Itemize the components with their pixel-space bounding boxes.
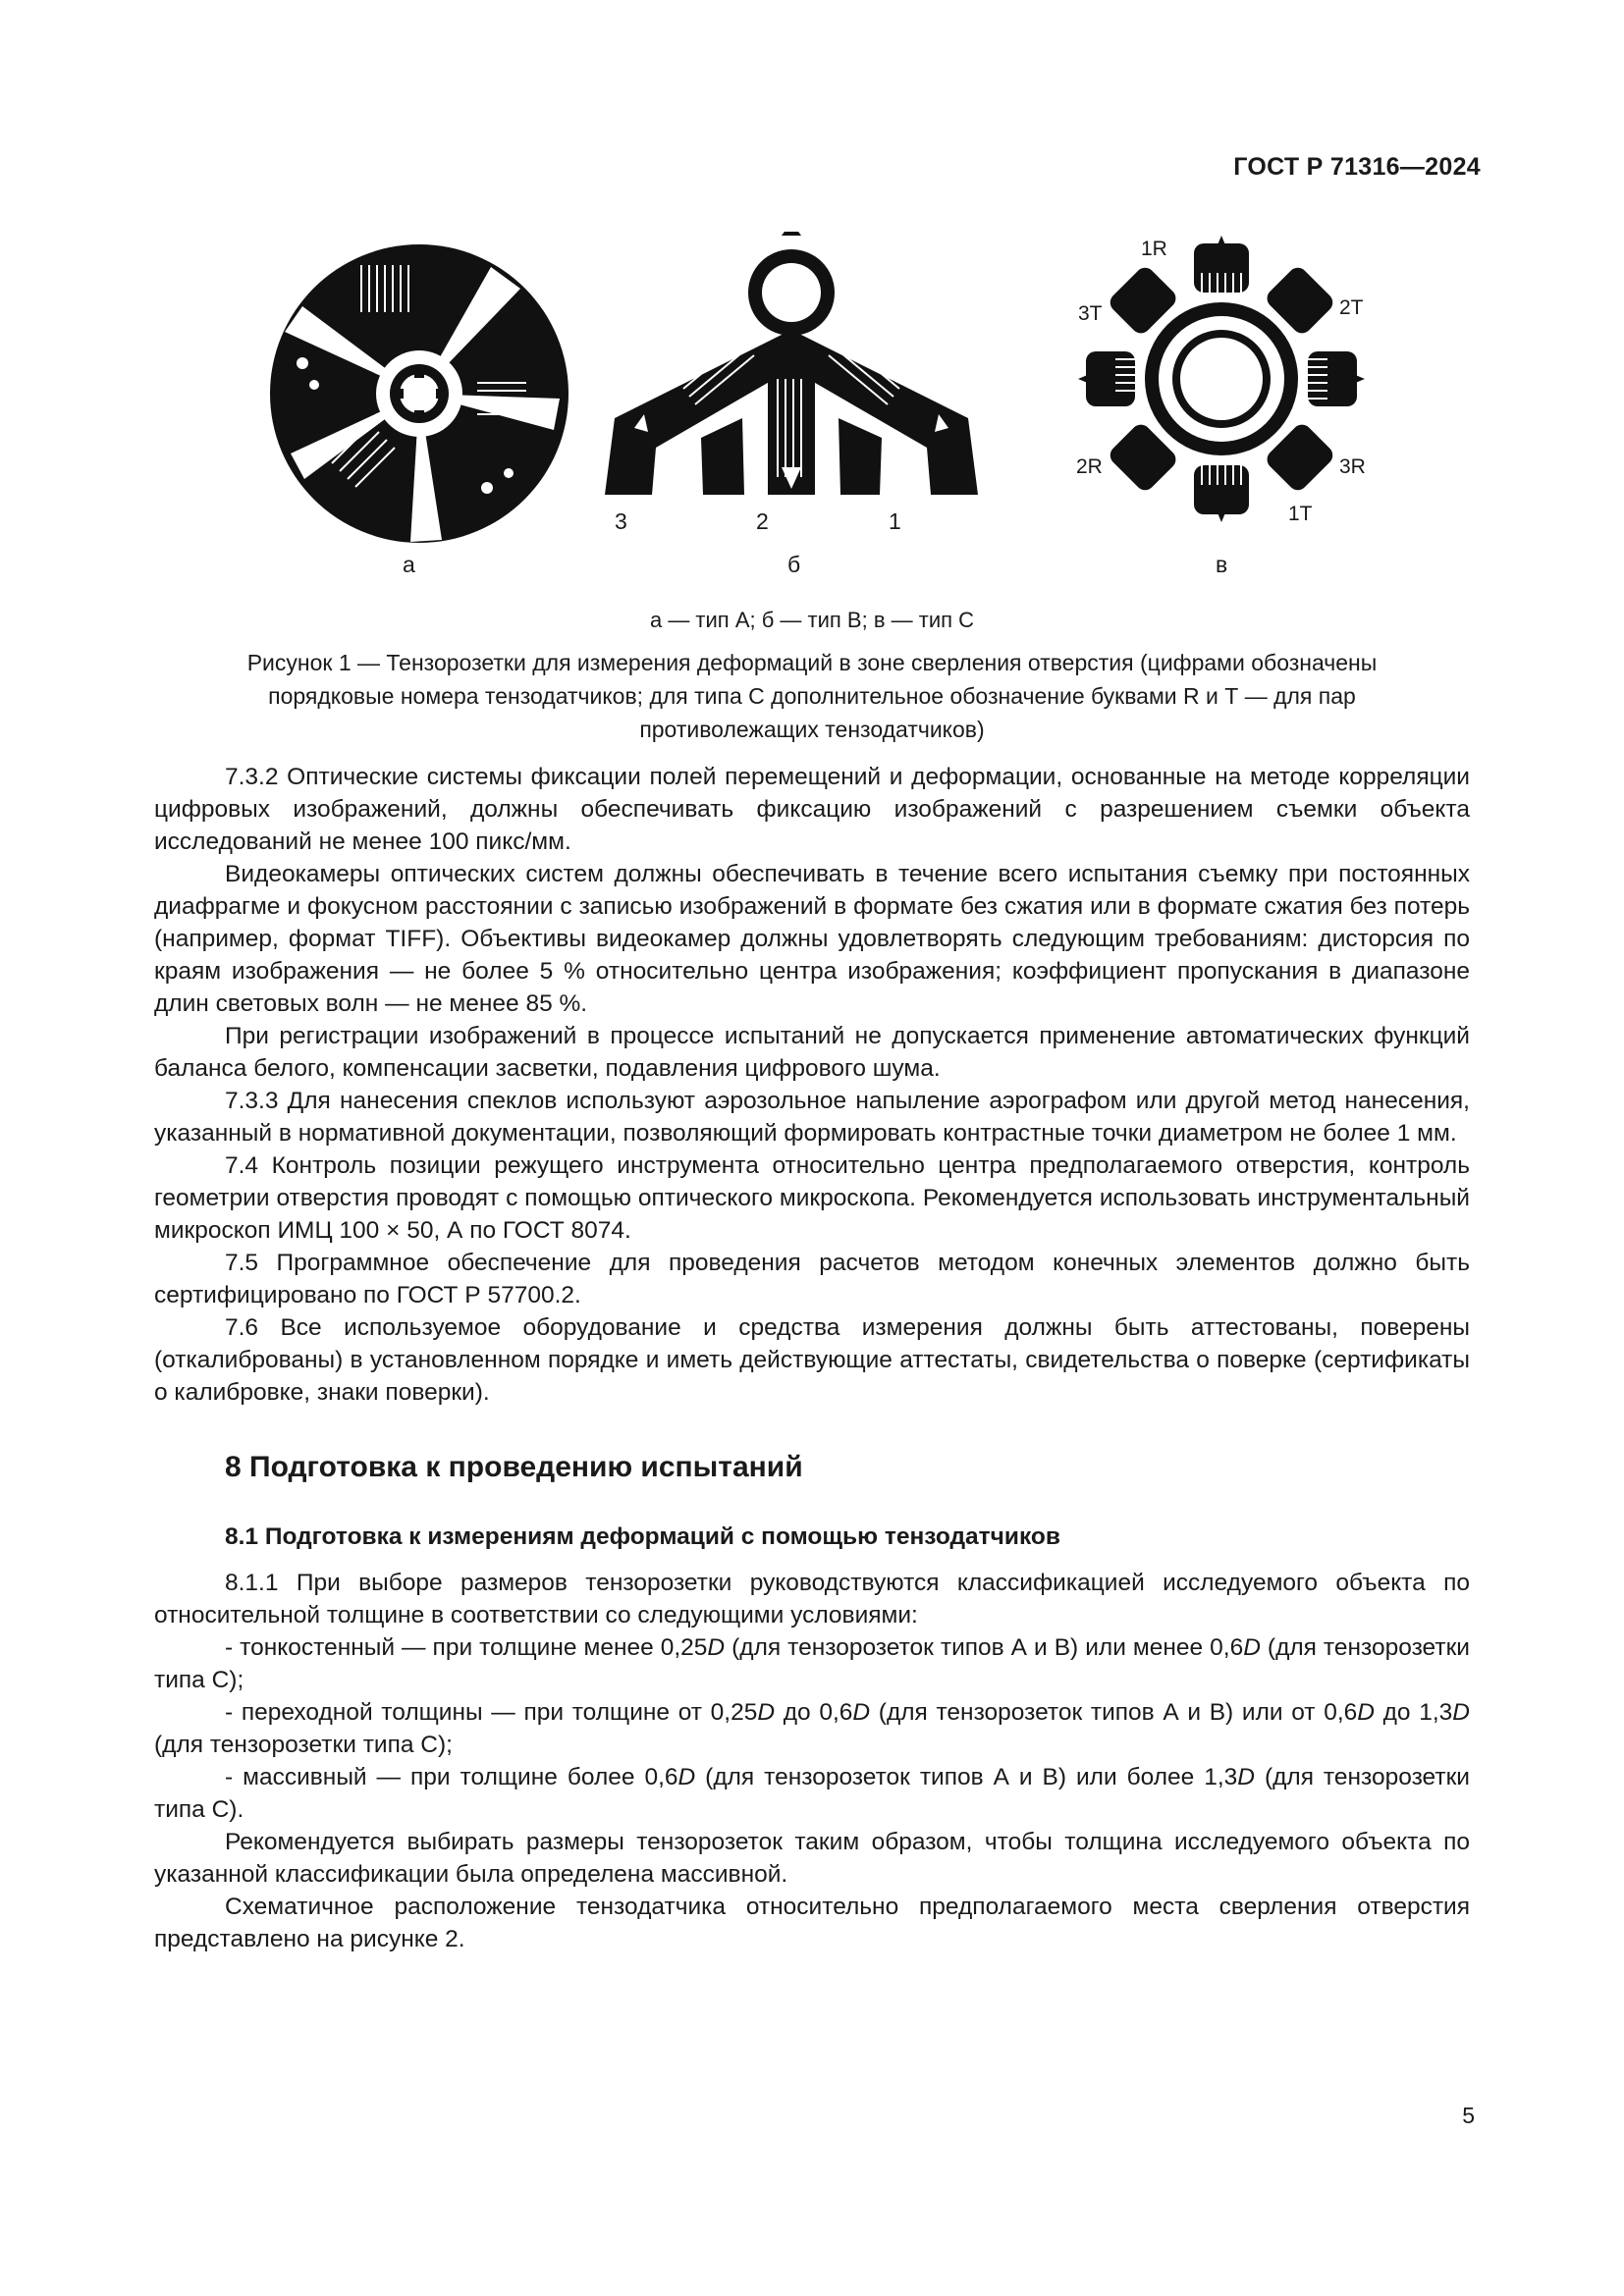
paragraph: При регистрации изображений в процессе испытаний не допускается применение автоматических функций баланса белого, компенсации засветки, подавления цифрового шума. bbox=[154, 1023, 1470, 1082]
paragraph: 7.4 Контроль позиции режущего инструмента относительно центра предполагаемого отверстия, контроль геометрии отверстия проводят с помощью оптического микроскопа. Рекомендуется использовать инструментальный микроскоп ИМЦ 100 × 50, А по ГОСТ 8074. bbox=[154, 1152, 1470, 1244]
gauge-number-2: 2 bbox=[756, 508, 769, 534]
figure-1 bbox=[0, 0, 1624, 687]
gauge-number-3: 3 bbox=[615, 508, 627, 534]
panel-b-letter: б bbox=[787, 552, 801, 577]
paragraph: Рекомендуется выбирать размеры тензорозеток таким образом, чтобы толщина исследуемого объекта по указанной классификации была определена массивной. bbox=[154, 1829, 1470, 1888]
gauge-label-2r: 2R bbox=[1076, 455, 1103, 478]
panel-c-letter: в bbox=[1216, 552, 1228, 577]
paragraph: 7.3.2 Оптические системы фиксации полей перемещений и деформации, основанные на методе корреляции цифровых изображений, должны обеспечивать фиксацию изображений с разрешением съемки объекта исследований не менее 100 пикс/мм. bbox=[154, 764, 1470, 855]
gauge-label-3r: 3R bbox=[1339, 455, 1366, 478]
paragraph: Видеокамеры оптических систем должны обеспечивать в течение всего испытания съемку при постоянных диафрагме и фокусном расстоянии с записью изображений в формате без сжатия или в формате сжатия без потерь (например, формат TIFF). Объективы видеокамер должны удовлетворять следующим требованиям: дисторсия по краям изображения — не более 5 % относительно центра изображения; коэффициент пропускания в диапазоне длин световых волн — не менее 85 %. bbox=[154, 861, 1470, 1017]
rosette-type-b-image bbox=[595, 232, 988, 510]
panel-a-letter: а bbox=[403, 552, 415, 577]
paragraph: 7.3.3 Для нанесения спеклов используют аэрозольное напыление аэрографом или другой метод нанесения, указанный в нормативной документации, позволяющий формировать контрастные точки диаметром не более 1 мм. bbox=[154, 1088, 1470, 1147]
section-heading: 8 Подготовка к проведению испытаний bbox=[225, 1451, 803, 1483]
paragraph: 7.6 Все используемое оборудование и средства измерения должны быть аттестованы, поверены (откалиброваны) в установленном порядке и иметь действующие аттестаты, свидетельства о поверке (сертификаты о калибровке, знаки поверки). bbox=[154, 1314, 1470, 1406]
gauge-label-1r: 1R bbox=[1141, 238, 1167, 260]
paragraph: Схематичное расположение тензодатчика относительно предполагаемого места сверления отверстия представлено на рисунке 2. bbox=[154, 1894, 1470, 1952]
page-number: 5 bbox=[1462, 2103, 1475, 2128]
body-text bbox=[154, 761, 1470, 1955]
document-code: ГОСТ Р 71316—2024 bbox=[1233, 153, 1481, 181]
list-item: - тонкостенный — при толщине менее 0,25D (для тензорозеток типов А и В) или менее 0,6D (для тензорозетки типа С); bbox=[154, 1634, 1470, 1693]
gauge-number-1: 1 bbox=[889, 508, 901, 534]
rosette-type-c-image bbox=[1076, 234, 1367, 524]
subsection-heading: 8.1 Подготовка к измерениям деформаций с помощью тензодатчиков bbox=[225, 1523, 1060, 1550]
gauge-label-3t: 3T bbox=[1078, 302, 1103, 325]
figure-caption: Рисунок 1 — Тензорозетки для измерения деформаций в зоне сверления отверстия (цифрами обозначены порядковые номера тензодатчиков; для типа С дополнительное обозначение буквами R и Т — для пар противолежащих тензодатчиков) bbox=[246, 650, 1378, 742]
gauge-label-1t: 1T bbox=[1288, 503, 1313, 525]
figure-legend: а — тип А; б — тип В; в — тип С bbox=[649, 608, 975, 632]
list-item: - массивный — при толщине более 0,6D (для тензорозеток типов А и В) или более 1,3D (для тензорозетки типа С). bbox=[154, 1764, 1470, 1823]
paragraph: 8.1.1 При выборе размеров тензорозетки руководствуются классификацией исследуемого объекта по относительной толщине в соответствии со следующими условиями: bbox=[154, 1570, 1470, 1629]
gauge-label-2t: 2T bbox=[1339, 296, 1364, 319]
rosette-type-a-image bbox=[263, 238, 575, 550]
list-item: - переходной толщины — при толщине от 0,25D до 0,6D (для тензорозеток типов А и В) или от 0,6D до 1,3D (для тензорозетки типа С); bbox=[154, 1699, 1470, 1758]
paragraph: 7.5 Программное обеспечение для проведения расчетов методом конечных элементов должно быть сертифицировано по ГОСТ Р 57700.2. bbox=[154, 1250, 1470, 1308]
